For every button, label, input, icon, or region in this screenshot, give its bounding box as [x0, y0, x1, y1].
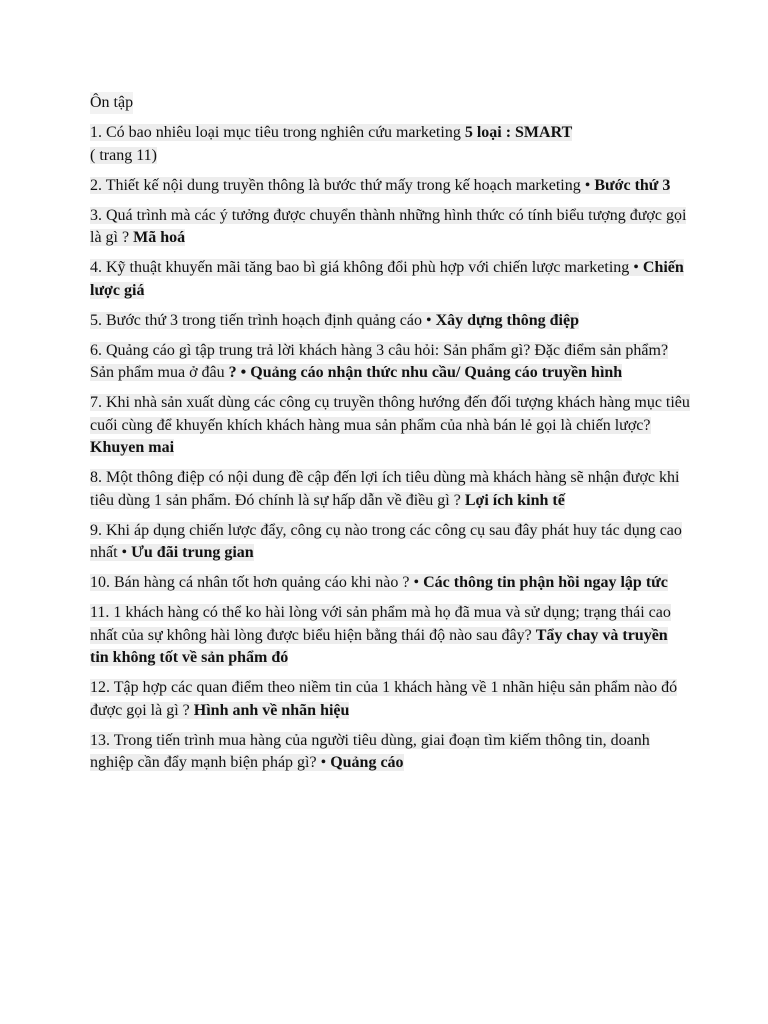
- question-highlight: [90, 177, 670, 194]
- question-text: 2. Thiết kế nội dung truyền thông là bước thứ mấy trong kế hoạch marketing •: [90, 176, 595, 194]
- answer-text: Tẩy chay và truyền tin không tốt về sản phẩm đó: [90, 626, 668, 666]
- answer-text: Khuyen mai: [90, 439, 175, 456]
- question-item: [90, 392, 690, 460]
- question-text: 6. Quảng cáo gì tập trung trả lời khách hàng 3 câu hỏi: Sản phẩm gì? Đặc điểm sản phẩm? Sản phẩm mua ở đâu: [90, 341, 669, 381]
- question-list: [90, 122, 690, 775]
- question-item: [90, 730, 690, 775]
- answer-text: Lợi ích kinh tế: [464, 491, 565, 509]
- question-highlight: [90, 312, 579, 329]
- question-item: [90, 122, 690, 167]
- document-page: [90, 92, 690, 782]
- document-title: Ôn tập: [90, 92, 133, 114]
- answer-text: Quảng cáo: [330, 754, 404, 771]
- answer-text: Chiến lược giá: [90, 259, 684, 299]
- question-highlight: [90, 679, 677, 719]
- question-highlight: [90, 469, 679, 509]
- question-text: 13. Trong tiến trình mua hàng của người tiêu dùng, giai đoạn tìm kiếm thông tin, doanh nghiệp cần đẩy mạnh biện pháp gì? •: [90, 731, 650, 771]
- question-text: 3. Quá trình mà các ý tưởng được chuyển thành những hình thức có tính biểu tượng được gọi là gì ?: [90, 206, 687, 246]
- question-highlight: [90, 207, 686, 247]
- question-highlight: [90, 342, 668, 382]
- question-text: 11. 1 khách hàng có thể ko hài lòng với sản phẩm mà họ đã mua và sử dụng; trạng thái cao nhất của sự không hài lòng được biểu hiện bằng thái độ nào sau đây?: [90, 604, 671, 644]
- answer-text: Xây dựng thông điệp: [435, 311, 579, 329]
- question-item: [90, 340, 690, 385]
- question-note: ( trang 11): [90, 146, 157, 164]
- question-highlight: [90, 124, 572, 164]
- question-text: 9. Khi áp dụng chiến lược đẩy, công cụ nào trong các công cụ sau đây phát huy tác dụng cao nhất •: [90, 521, 682, 561]
- question-text: 10. Bán hàng cá nhân tốt hơn quảng cáo khi nào ? •: [90, 574, 424, 591]
- question-item: [90, 205, 690, 250]
- question-highlight: [90, 394, 690, 456]
- answer-text: 5 loại : SMART: [464, 124, 573, 141]
- answer-text: ? • Quảng cáo nhận thức nhu cầu/ Quảng cáo truyền hình: [228, 364, 623, 381]
- question-text: 7. Khi nhà sản xuất dùng các công cụ truyền thông hướng đến đối tượng khách hàng mục tiêu cuối cùng để khuyến khích khách hàng mua sản phẩm của nhà bán lẻ gọi là chiến lược?: [90, 394, 690, 434]
- question-item: [90, 257, 690, 302]
- answer-text: Hình anh về nhãn hiệu: [193, 701, 350, 719]
- question-highlight: [90, 522, 682, 562]
- question-highlight: [90, 604, 671, 666]
- question-text: 5. Bước thứ 3 trong tiến trình hoạch định quảng cáo •: [90, 311, 436, 329]
- answer-text: Ưu đãi trung gian: [131, 544, 254, 561]
- question-text: 4. Kỹ thuật khuyến mãi tăng bao bì giá không đổi phù hợp với chiến lược marketing •: [90, 259, 643, 276]
- question-item: [90, 310, 690, 333]
- question-text: 1. Có bao nhiêu loại mục tiêu trong nghiên cứu marketing: [90, 124, 465, 141]
- question-highlight: [90, 259, 684, 299]
- question-highlight: [90, 574, 668, 591]
- question-text: 8. Một thông điệp có nội dung đề cập đến lợi ích tiêu dùng mà khách hàng sẽ nhận được khi tiêu dùng 1 sản phẩm. Đó chính là sự hấp dẫn về điều gì ?: [90, 469, 680, 509]
- answer-text: Các thông tin phận hồi ngay lập tức: [423, 574, 668, 591]
- answer-text: Mã hoá: [133, 229, 186, 246]
- question-text: 12. Tập hợp các quan điểm theo niềm tin của 1 khách hàng về 1 nhãn hiệu sản phẩm nào đó được gọi là gì ?: [90, 679, 678, 719]
- answer-text: Bước thứ 3: [594, 176, 671, 194]
- question-item: [90, 572, 690, 595]
- question-item: [90, 602, 690, 670]
- question-highlight: [90, 732, 650, 772]
- question-item: [90, 467, 690, 512]
- question-item: [90, 677, 690, 722]
- question-item: [90, 175, 690, 198]
- question-item: [90, 520, 690, 565]
